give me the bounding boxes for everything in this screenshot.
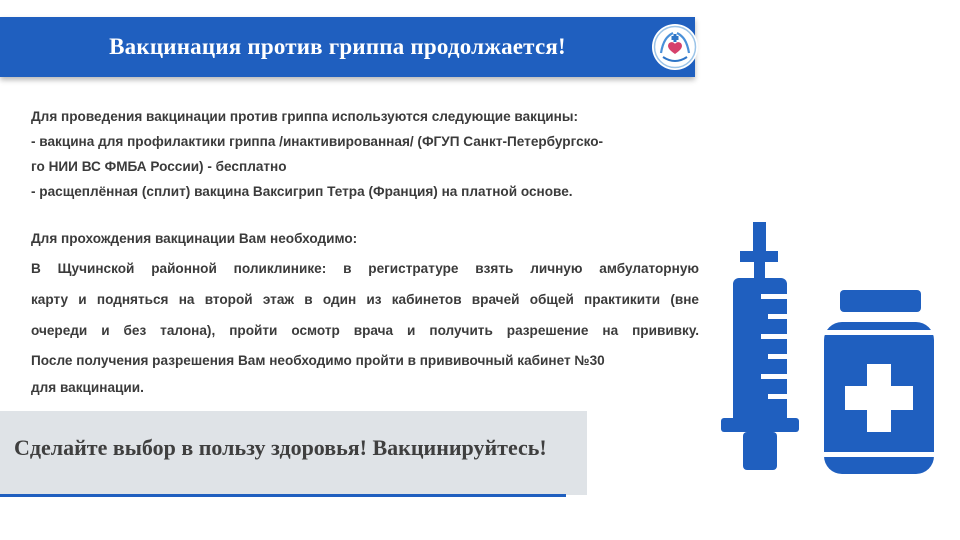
procedure-line-1: В Щучинской районной поликлинике: в регистратуре взять личную амбулаторную [31,261,699,276]
info-text-block [31,104,699,400]
page-title: Вакцинация против гриппа продолжается! [109,34,566,59]
vaccines-intro: Для проведения вакцинации против гриппа используются следующие вакцины: [31,109,579,124]
cta-underline [0,494,566,497]
medical-emblem-icon [651,23,699,71]
vaccine-item-2: - расщеплённая (сплит) вакцина Ваксигрип Тетра (Франция) на платной основе. [31,184,573,199]
cta-text: Сделайте выбор в пользу здоровья! Вакцинируйтесь! [14,435,547,460]
procedure-line-5: для вакцинации. [31,380,144,395]
cta-banner [0,411,587,495]
syringe-icon [721,222,799,470]
procedure-line-4: После получения разрешения Вам необходимо пройти в прививочный кабинет №30 [31,353,605,368]
procedure-line-3: очереди и без талона), пройти осмотр врача и получить разрешение на прививку. [31,323,699,338]
header-bar [0,17,695,77]
procedure-heading: Для прохождения вакцинации Вам необходимо: [31,231,358,246]
vaccination-illustration [718,222,940,480]
procedure-line-2: карту и подняться на второй этаж в один из кабинетов врачей общей практикити (вне [31,292,699,307]
vaccine-item-1-line-2: го НИИ ВС ФМБА России) - бесплатно [31,159,287,174]
vaccine-item-1-line-1: - вакцина для профилактики гриппа /инактивированная/ (ФГУП Санкт-Петербургско- [31,134,604,149]
medicine-vial-icon [824,290,934,474]
